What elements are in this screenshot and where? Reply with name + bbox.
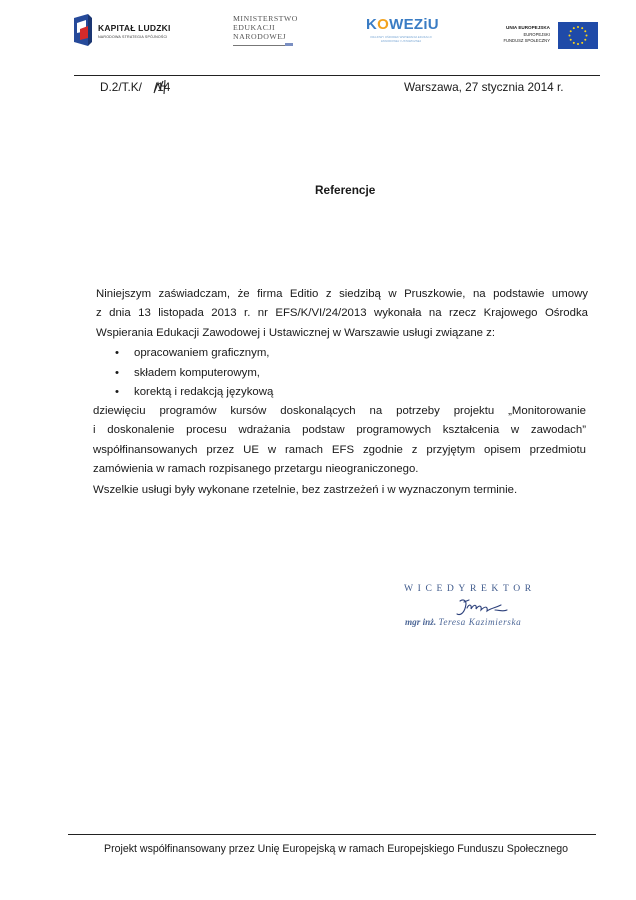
reference-suffix: /14 [153, 80, 171, 94]
ministerstwo-line: EDUKACJI [233, 23, 276, 32]
intro-paragraph [96, 285, 588, 343]
stamp-degree: mgr inż. [405, 617, 437, 627]
ministerstwo-accent [285, 43, 293, 46]
koweziu-logo [366, 14, 438, 50]
document-title: Referencje [315, 183, 376, 197]
reference-prefix: D.2/T.K/ [100, 80, 142, 94]
unia-europejska-logo [500, 22, 608, 52]
ministerstwo-logo [233, 14, 313, 54]
koweziu-sun-letter: O [377, 16, 390, 33]
scope-line: zamówienia w ramach rozpisanego przetargu nieograniczonego. [93, 462, 419, 475]
closing-sentence: Wszelkie usługi były wykonane rzetelnie, bez zastrzeżeń i w wyznaczonym terminie. [93, 484, 518, 496]
bullet: • [115, 386, 119, 398]
handwritten-initials-icon [151, 77, 171, 97]
footer-text: Projekt współfinansowany przez Unię Europejską w ramach Europejskiego Funduszu Społecznego [104, 843, 569, 855]
kapital-ludzki-tagline: NARODOWA STRATEGIA SPÓJNOŚCI [98, 35, 168, 39]
service-label: korektą i redakcją językową [134, 386, 274, 398]
ministerstwo-line: MINISTERSTWO [233, 14, 298, 23]
eu-flag-icon [558, 22, 598, 49]
kapital-ludzki-logo [74, 14, 184, 46]
list-item [115, 344, 273, 364]
ue-line2: EUROPEJSKI [523, 32, 550, 37]
stamp-name [405, 617, 521, 627]
ue-line1: UNIA EUROPEJSKA [506, 25, 550, 30]
intro-line: Niniejszym zaświadczam, że firma Editio z siedzibą w Pruszkowie, na podstawie umowy [96, 288, 588, 300]
list-item [115, 364, 273, 384]
ministerstwo-line: NARODOWEJ [233, 32, 287, 41]
scope-line: i doskonalenie procesu wdrażania podstaw programowych kształcenia w zawodach” [93, 424, 586, 437]
service-label: opracowaniem graficznym, [134, 347, 270, 359]
scope-line: dziewięciu programów kursów doskonalących na potrzeby projektu „Monitorowanie [93, 405, 586, 417]
list-item [115, 383, 273, 403]
stamp-person-name: Teresa Kazimierska [438, 617, 522, 627]
ministerstwo-rule [233, 45, 285, 46]
koweziu-brand: KOWEZiU [366, 16, 439, 33]
services-list [115, 344, 273, 403]
place-and-date: Warszawa, 27 stycznia 2014 r. [404, 80, 564, 94]
service-label: składem komputerowym, [134, 366, 260, 379]
stamp-title: WICEDYREKTOR [404, 583, 536, 594]
bullet: • [115, 366, 119, 379]
bullet: • [115, 347, 119, 359]
header-divider [74, 75, 600, 76]
footer-divider [68, 834, 596, 835]
intro-line: z dnia 13 listopada 2013 r. nr EFS/K/VI/24/2013 wykonała na rzecz Krajowego Ośrodka [96, 307, 588, 320]
koweziu-tagline: KRAJOWY OŚRODEK WSPIERANIA EDUKACJI ZAWODOWEJ I USTAWICZNEJ [370, 35, 432, 43]
scope-paragraph [93, 402, 586, 479]
intro-line: Wspierania Edukacji Zawodowej i Ustawicznej w Warszawie usługi związane z: [96, 326, 496, 339]
kapital-ludzki-mark-icon [74, 14, 92, 46]
kapital-ludzki-name: KAPITAŁ LUDZKI [98, 23, 171, 33]
scope-line: współfinansowanych przez UE w ramach EFS zgodnie z przyjętym opisem przedmiotu [93, 443, 586, 456]
ue-line3: FUNDUSZ SPOŁECZNY [503, 38, 550, 43]
